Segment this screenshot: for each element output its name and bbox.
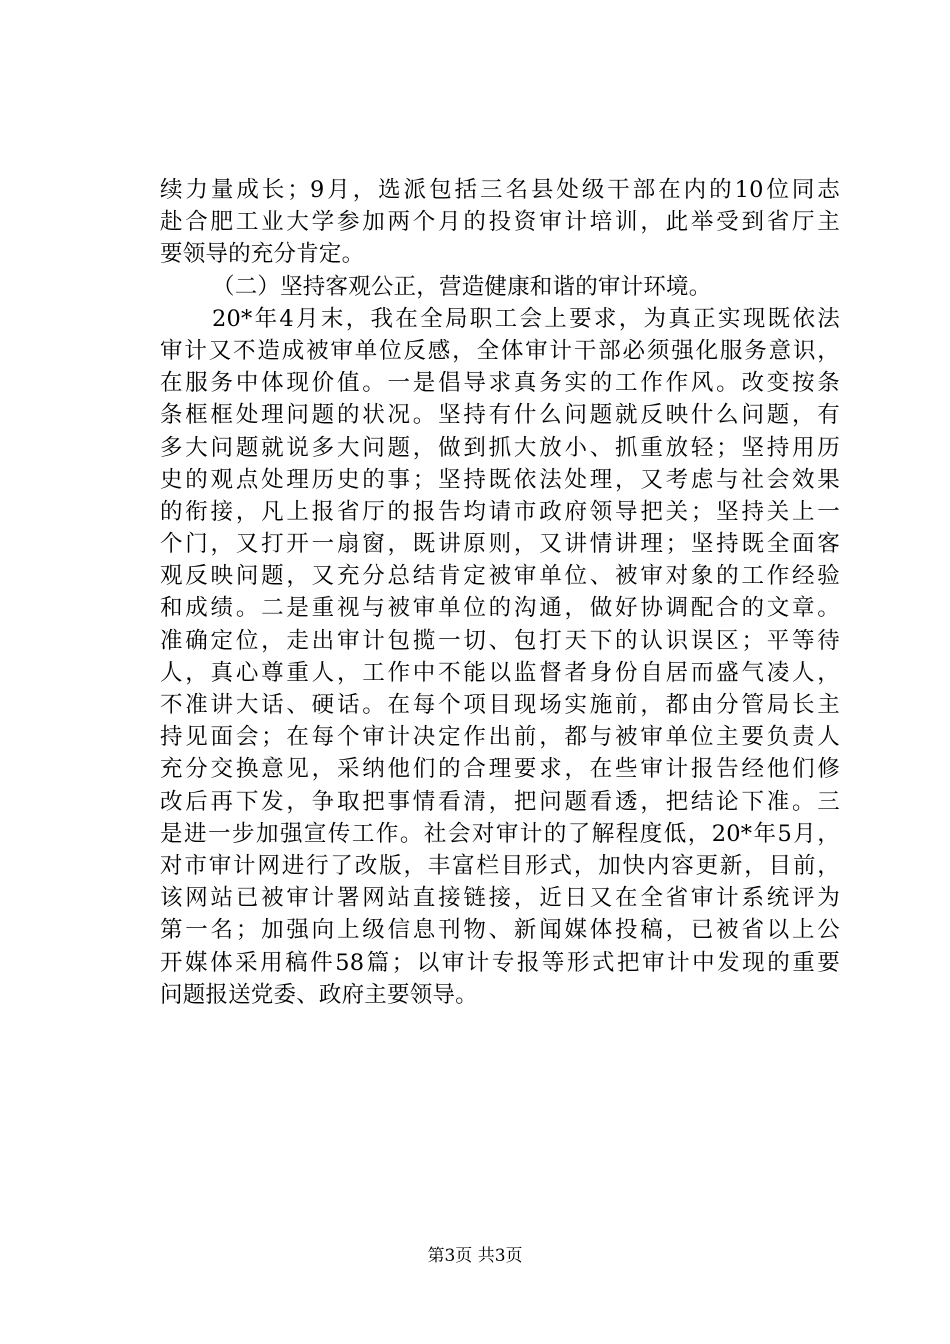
text-line: 20*年4月末，我在全局职工会上要求，为真正实现既依法: [212, 305, 840, 332]
text-line: 第一名；加强向上级信息刊物、新闻媒体投稿，已被省以上公: [160, 917, 840, 944]
paragraph: [160, 303, 840, 1011]
text-line: 改后再下发，争取把事情看清，把问题看透，把结论下准。三: [160, 788, 840, 815]
text-line: 人，真心尊重人，工作中不能以监督者身份自居而盛气凌人，: [160, 659, 840, 686]
text-line: 多大问题就说多大问题，做到抓大放小、抓重放轻；坚持用历: [160, 434, 840, 461]
text-line: 的衔接，凡上报省厅的报告均请市政府领导把关；坚持关上一: [160, 498, 840, 525]
text-line: 审计又不造成被审单位反感，全体审计干部必须强化服务意识，: [160, 337, 840, 364]
text-line: 准确定位，走出审计包揽一切、包打天下的认识误区；平等待: [160, 627, 840, 654]
text-line: 持见面会；在每个审计决定作出前，都与被审单位主要负责人: [160, 724, 840, 751]
text-line: 赴合肥工业大学参加两个月的投资审计培训，此举受到省厅主: [160, 209, 840, 236]
text-line: 该网站已被审计署网站直接链接，近日又在全省审计系统评为: [160, 885, 840, 912]
text-line: 个门，又打开一扇窗，既讲原则，又讲情讲理；坚持既全面客: [160, 531, 840, 558]
text-line: 条框框处理问题的状况。坚持有什么问题就反映什么问题，有: [160, 402, 840, 429]
text-line: 和成绩。二是重视与被审单位的沟通，做好协调配合的文章。: [160, 595, 840, 622]
text-line: 不准讲大话、硬话。在每个项目现场实施前，都由分管局长主: [160, 692, 840, 718]
text-line: 观反映问题，又充分总结肯定被审单位、被审对象的工作经验: [160, 563, 840, 590]
text-line: （二）坚持客观公正，营造健康和谐的审计环境。: [212, 273, 712, 300]
text-line: 在服务中体现价值。一是倡导求真务实的工作作风。改变按条: [160, 370, 840, 397]
text-line: 开媒体采用稿件58篇；以审计专报等形式把审计中发现的重要: [160, 949, 840, 976]
text-line: 是进一步加强宣传工作。社会对审计的了解程度低，20*年5月，: [160, 820, 840, 847]
text-line: 问题报送党委、政府主要领导。: [160, 981, 478, 1008]
page-footer: 第3页 共3页: [427, 1246, 523, 1266]
text-line: 续力量成长；9月，选派包括三名县处级干部在内的10位同志: [160, 177, 840, 203]
document-body: [160, 174, 840, 1011]
paragraph: [160, 174, 840, 271]
text-line: 对市审计网进行了改版，丰富栏目形式，加快内容更新，目前，: [160, 852, 840, 879]
text-line: 史的观点处理历史的事；坚持既依法处理，又考虑与社会效果: [160, 466, 840, 493]
text-line: 要领导的充分肯定。: [160, 241, 365, 268]
paragraph: [160, 271, 840, 303]
text-line: 充分交换意见，采纳他们的合理要求，在些审计报告经他们修: [160, 756, 840, 783]
